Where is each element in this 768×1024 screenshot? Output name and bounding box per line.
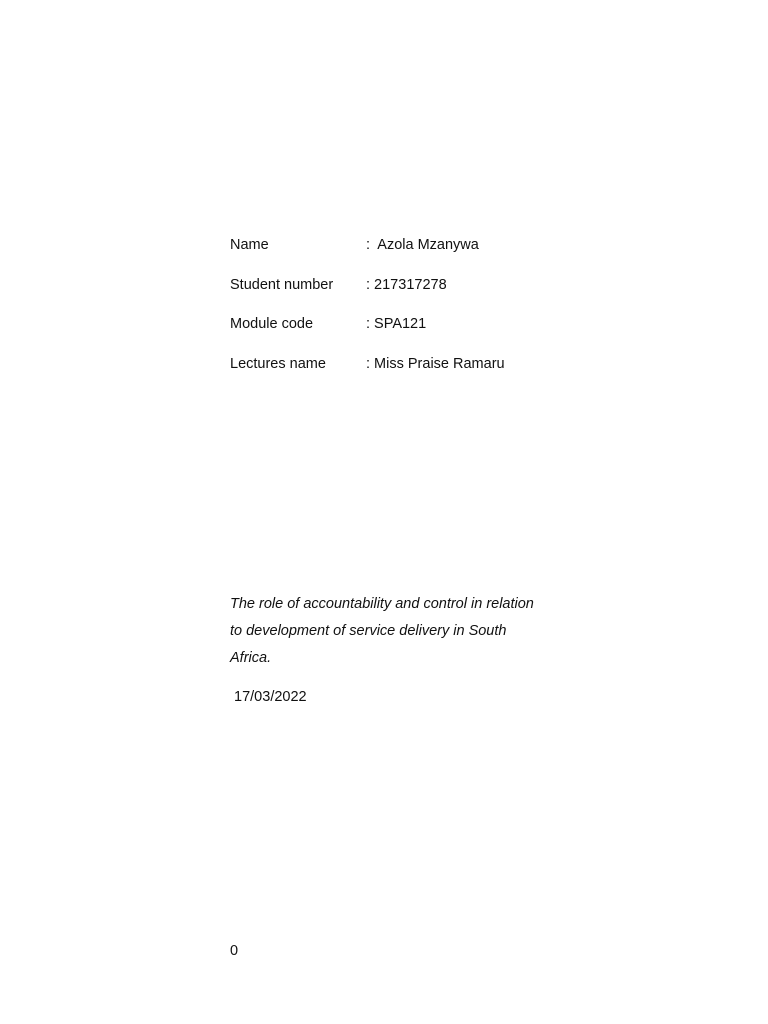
detail-row-student-number <box>230 275 570 295</box>
detail-label-student-number: Student number <box>230 277 334 293</box>
assignment-title: The role of accountability and control in relation to development of service delivery in South Africa. <box>230 596 534 666</box>
detail-row-name <box>230 235 570 255</box>
detail-row-module-code <box>230 314 570 334</box>
detail-label-lecturer-name: Lectures name <box>230 356 326 372</box>
detail-value-student-number: : 217317278 <box>366 277 447 293</box>
submission-date: 17/03/2022 <box>230 689 307 705</box>
detail-label-name: Name <box>230 237 269 253</box>
detail-value-module-code: : SPA121 <box>366 316 427 332</box>
page-number: 0 <box>230 943 239 959</box>
detail-row-lecturer-name <box>230 354 570 374</box>
detail-value-name: : Azola Mzanywa <box>366 237 479 253</box>
detail-value-lecturer-name: : Miss Praise Ramaru <box>366 356 505 372</box>
detail-label-module-code: Module code <box>230 316 314 332</box>
